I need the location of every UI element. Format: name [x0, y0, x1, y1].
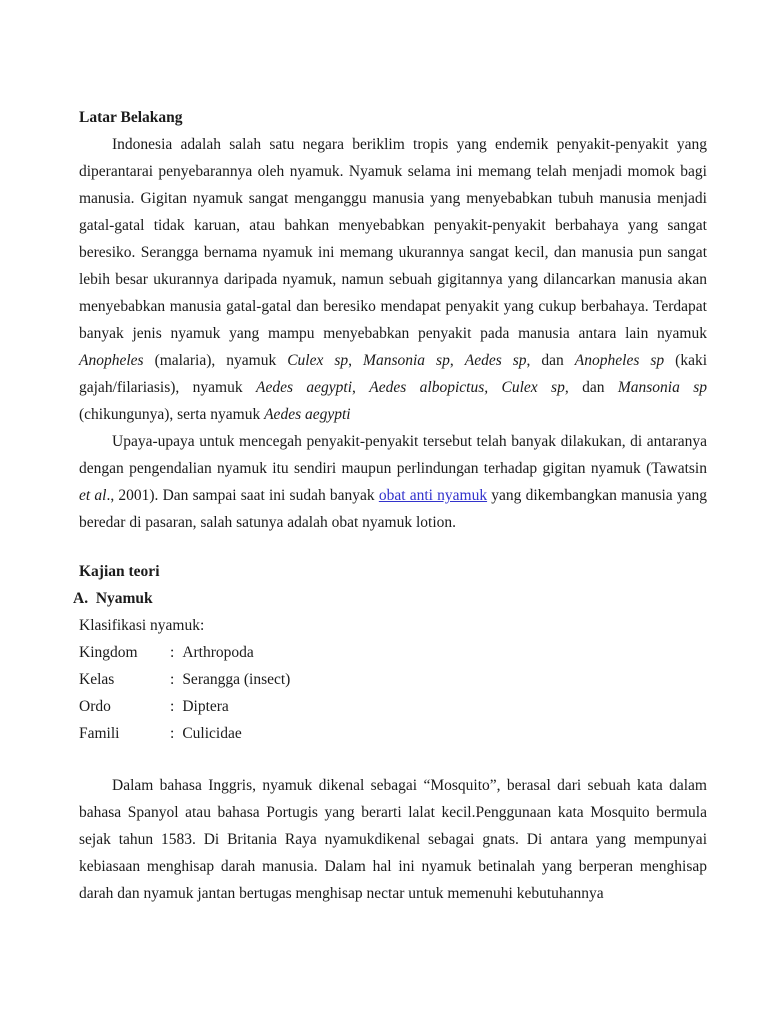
kv-separator: :	[170, 698, 175, 715]
italic-text-segment: Culex sp	[287, 352, 349, 369]
paragraph-mosquito	[79, 772, 707, 907]
text-segment: ,	[348, 352, 364, 369]
kv-value: Serangga (insect)	[182, 671, 291, 688]
heading-a-nyamuk: A. Nyamuk	[73, 590, 153, 607]
text-segment: Upaya-upaya untuk mencegah penyakit-penyakit tersebut telah banyak dilakukan, di antaranya dengan pengendalian nyamuk itu sendiri maupun perlindungan terhadap gigitan nyamuk (Tawatsin	[79, 433, 707, 477]
kv-value: Arthropoda	[182, 644, 254, 661]
text-segment: Indonesia adalah salah satu negara beriklim tropis yang endemik penyakit-penyakit yang diperantarai penyebarannya oleh nyamuk. Nyamuk selama ini memang telah menjadi momok bagi manusia. Gigitan nyamuk sangat menganggu manusia yang menyebabkan tubuh manusia menjadi gatal-gatal tidak karuan, atau bahkan menyebabkan penyakit-penyakit berbahaya yang sangat beresiko. Serangga bernama nyamuk ini memang ukurannya sangat kecil, dan manusia pun sangat lebih besar ukurannya daripada nyamuk, namun sebuah gigitannya yang dilancarkan manusia akan menyebabkan manusia gatal-gatal dan beresiko mendapat penyakit yang cukup berbahaya. Terdapat banyak jenis nyamuk yang mampu menyebabkan penyakit pada manusia antara lain nyamuk	[79, 136, 707, 342]
document-content	[73, 104, 708, 907]
italic-text-segment: Aedes aegypti	[255, 379, 352, 396]
kv-value: Diptera	[182, 698, 229, 715]
kv-separator: :	[170, 644, 175, 661]
text-segment: (malaria), nyamuk	[143, 352, 288, 369]
italic-text-segment: Anopheles	[79, 352, 144, 369]
kv-separator: :	[170, 671, 175, 688]
kv-separator: :	[170, 725, 175, 742]
italic-text-segment: Culex sp	[501, 379, 565, 396]
kv-label: Ordo	[79, 698, 111, 715]
text-segment: yang dikembangkan manusia yang beredar di pasaran, salah satunya adalah obat nyamuk lotion.	[79, 487, 707, 531]
kv-famili	[79, 720, 707, 747]
text-segment: ,	[449, 352, 465, 369]
klasifikasi-title: Klasifikasi nyamuk:	[79, 617, 205, 634]
kv-value: Culicidae	[182, 725, 242, 742]
paragraph-intro	[79, 131, 707, 428]
text-segment: , dan	[564, 379, 618, 396]
text-segment: Dalam bahasa Inggris, nyamuk dikenal sebagai “Mosquito”, berasal dari sebuah kata dalam bahasa Spanyol atau bahasa Portugis yang berarti lalat kecil.Penggunaan kata Mosquito bermula sejak tahun 1583. Di Britania Raya nyamukdikenal sebagai gnats. Di antara yang mempunyai kebiasaan menghisap darah manusia. Dalam hal ini nyamuk betinalah yang berperan menghisap darah dan nyamuk jantan bertugas menghisap nectar untuk memenuhi kebutuhannya	[79, 777, 707, 902]
kv-kingdom	[79, 639, 707, 666]
text-segment: ,	[352, 379, 370, 396]
italic-text-segment: Anopheles sp	[574, 352, 665, 369]
text-segment: (kaki gajah/filariasis), nyamuk	[79, 352, 708, 396]
italic-text-segment: Mansonia sp	[617, 379, 708, 396]
kv-ordo	[79, 693, 707, 720]
kv-kelas	[79, 666, 707, 693]
kv-label: Kelas	[79, 671, 115, 688]
paragraph-upaya	[79, 428, 707, 536]
text-segment: (chikungunya), serta nyamuk	[79, 406, 265, 423]
text-segment: , dan	[526, 352, 575, 369]
italic-text-segment: et al	[79, 487, 107, 504]
heading-kajian-teori: Kajian teori	[79, 563, 160, 580]
italic-text-segment: Aedes aegypti	[264, 406, 351, 423]
italic-text-segment: Aedes albopictus,	[369, 379, 489, 396]
text-segment: ., 2001). Dan sampai saat ini sudah banyak	[106, 487, 379, 504]
kv-label: Kingdom	[79, 644, 138, 661]
italic-text-segment: Mansonia sp	[363, 352, 450, 369]
kv-label: Famili	[79, 725, 120, 742]
link-obat-anti-nyamuk[interactable]: obat anti nyamuk	[378, 487, 488, 504]
italic-text-segment: Aedes sp	[464, 352, 527, 369]
text-segment	[488, 379, 501, 396]
heading-latar-belakang: Latar Belakang	[79, 109, 183, 126]
